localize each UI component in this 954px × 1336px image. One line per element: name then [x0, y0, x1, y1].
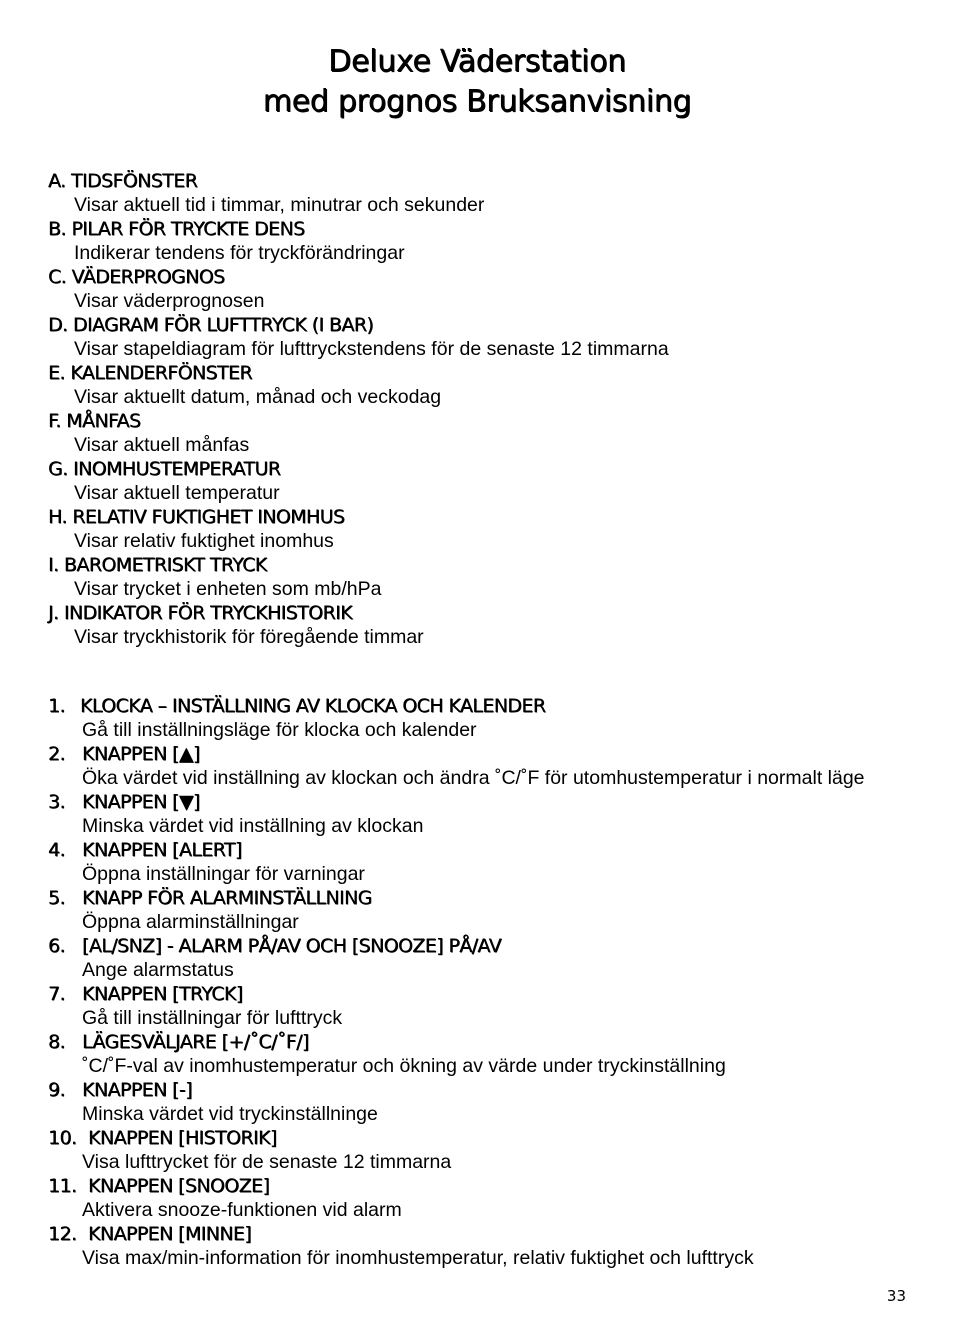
- page-title-line-1: Deluxe Väderstation: [328, 44, 626, 79]
- item-number: 2.: [48, 743, 65, 765]
- item-heading-text: KNAPP FÖR ALARMINSTÄLLNING: [82, 887, 372, 909]
- item-heading: H. RELATIV FUKTIGHET INOMHUS: [48, 506, 345, 528]
- item-heading: D. DIAGRAM FÖR LUFTTRYCK (I BAR): [48, 314, 374, 336]
- list-item: [48, 217, 928, 265]
- list-item: [48, 409, 928, 457]
- display-parts-list: [48, 169, 928, 649]
- item-description: Visar väderprognosen: [74, 290, 265, 312]
- item-description: Ange alarmstatus: [82, 959, 234, 981]
- list-item: [48, 886, 928, 934]
- list-item: [48, 361, 928, 409]
- item-description: Visar tryckhistorik för föregående timmar: [74, 626, 424, 648]
- item-heading: [48, 886, 928, 910]
- list-item: [48, 1222, 928, 1270]
- item-heading-text: LÄGESVÄLJARE [+/˚C/˚F/]: [82, 1031, 309, 1053]
- page-title-line-2: med prognos Bruksanvisning: [262, 84, 692, 119]
- item-description: Öppna inställningar för varningar: [82, 863, 365, 885]
- item-heading-text: KNAPPEN [-]: [82, 1079, 192, 1101]
- item-heading-text: KNAPPEN [▼]: [82, 791, 200, 813]
- item-heading: J. INDIKATOR FÖR TRYCKHISTORIK: [48, 602, 352, 624]
- item-heading: [48, 1030, 928, 1054]
- item-heading: [48, 694, 928, 718]
- item-number: 1.: [48, 695, 65, 717]
- item-number: 3.: [48, 791, 65, 813]
- item-heading-text: KNAPPEN [SNOOZE]: [88, 1175, 270, 1197]
- item-description: Visa lufttrycket för de senaste 12 timmarna: [82, 1151, 452, 1173]
- list-item: [48, 694, 928, 742]
- item-description: ˚C/˚F-val av inomhustemperatur och ökning av värde under tryckinställning: [82, 1055, 726, 1077]
- item-number: 8.: [48, 1031, 65, 1053]
- item-number: 7.: [48, 983, 65, 1005]
- item-number: 5.: [48, 887, 65, 909]
- item-heading-text: KLOCKA – INSTÄLLNING AV KLOCKA OCH KALENDER: [80, 695, 546, 717]
- list-item: [48, 169, 928, 217]
- list-item: [48, 553, 928, 601]
- item-description: Gå till inställningsläge för klocka och kalender: [82, 719, 477, 741]
- item-number: 6.: [48, 935, 65, 957]
- list-item: [48, 934, 928, 982]
- item-description: Visar aktuell temperatur: [74, 482, 280, 504]
- item-heading-text: KNAPPEN [MINNE]: [88, 1223, 252, 1245]
- list-item: [48, 790, 928, 838]
- item-description: Öppna alarminställningar: [82, 911, 299, 933]
- item-heading-text: [AL/SNZ] - ALARM PÅ/AV OCH [SNOOZE] PÅ/AV: [82, 935, 502, 957]
- item-heading: F. MÅNFAS: [48, 410, 141, 432]
- item-description: Aktivera snooze-funktionen vid alarm: [82, 1199, 402, 1221]
- item-heading: [48, 1174, 928, 1198]
- item-heading: E. KALENDERFÖNSTER: [48, 362, 253, 384]
- item-heading: [48, 790, 928, 814]
- item-heading-text: KNAPPEN [TRYCK]: [82, 983, 243, 1005]
- item-number: 12.: [48, 1223, 77, 1245]
- item-heading: G. INOMHUSTEMPERATUR: [48, 458, 281, 480]
- item-number: 9.: [48, 1079, 65, 1101]
- item-description: Minska värdet vid tryckinställninge: [82, 1103, 378, 1125]
- item-description: Indikerar tendens för tryckförändringar: [74, 242, 405, 264]
- list-item: [48, 505, 928, 553]
- page-number: 33: [886, 1287, 906, 1305]
- list-item: [48, 601, 928, 649]
- page-title: [0, 42, 954, 122]
- list-item: [48, 742, 928, 790]
- item-description: Gå till inställningar för lufttryck: [82, 1007, 343, 1029]
- item-heading: I. BAROMETRISKT TRYCK: [48, 554, 267, 576]
- item-heading: [48, 934, 928, 958]
- list-item: [48, 313, 928, 361]
- item-heading: [48, 1222, 928, 1246]
- list-item: [48, 457, 928, 505]
- item-heading: [48, 742, 928, 766]
- item-heading: A. TIDSFÖNSTER: [48, 170, 198, 192]
- item-heading-text: KNAPPEN [HISTORIK]: [88, 1127, 277, 1149]
- item-number: 10.: [48, 1127, 77, 1149]
- list-item: [48, 1174, 928, 1222]
- item-heading-text: KNAPPEN [ALERT]: [82, 839, 242, 861]
- list-item: [48, 1030, 928, 1078]
- item-number: 4.: [48, 839, 65, 861]
- item-description: Visar aktuellt datum, månad och veckodag: [74, 386, 442, 408]
- item-heading: C. VÄDERPROGNOS: [48, 266, 225, 288]
- item-description: Visar stapeldiagram för lufttryckstendens för de senaste 12 timmarna: [74, 338, 669, 360]
- item-description: Visar aktuell månfas: [74, 434, 250, 456]
- item-heading: B. PILAR FÖR TRYCKTE DENS: [48, 218, 305, 240]
- item-number: 11.: [48, 1175, 77, 1197]
- item-heading: [48, 1078, 928, 1102]
- item-heading: [48, 838, 928, 862]
- item-description: Visar trycket i enheten som mb/hPa: [74, 578, 382, 600]
- list-item: [48, 265, 928, 313]
- item-heading: [48, 982, 928, 1006]
- item-heading-text: KNAPPEN [▲]: [82, 743, 200, 765]
- list-item: [48, 838, 928, 886]
- list-item: [48, 1126, 928, 1174]
- item-description: Visar aktuell tid i timmar, minutrar och sekunder: [74, 194, 485, 216]
- list-item: [48, 1078, 928, 1126]
- item-description: Visar relativ fuktighet inomhus: [74, 530, 334, 552]
- item-description: Visa max/min-information för inomhustemperatur, relativ fuktighet och lufttryck: [82, 1247, 754, 1269]
- buttons-list: [48, 694, 928, 1270]
- list-item: [48, 982, 928, 1030]
- item-heading: [48, 1126, 928, 1150]
- item-description: Minska värdet vid inställning av klockan: [82, 815, 424, 837]
- item-description: Öka värdet vid inställning av klockan och ändra ˚C/˚F för utomhustemperatur i normalt läge: [82, 767, 865, 789]
